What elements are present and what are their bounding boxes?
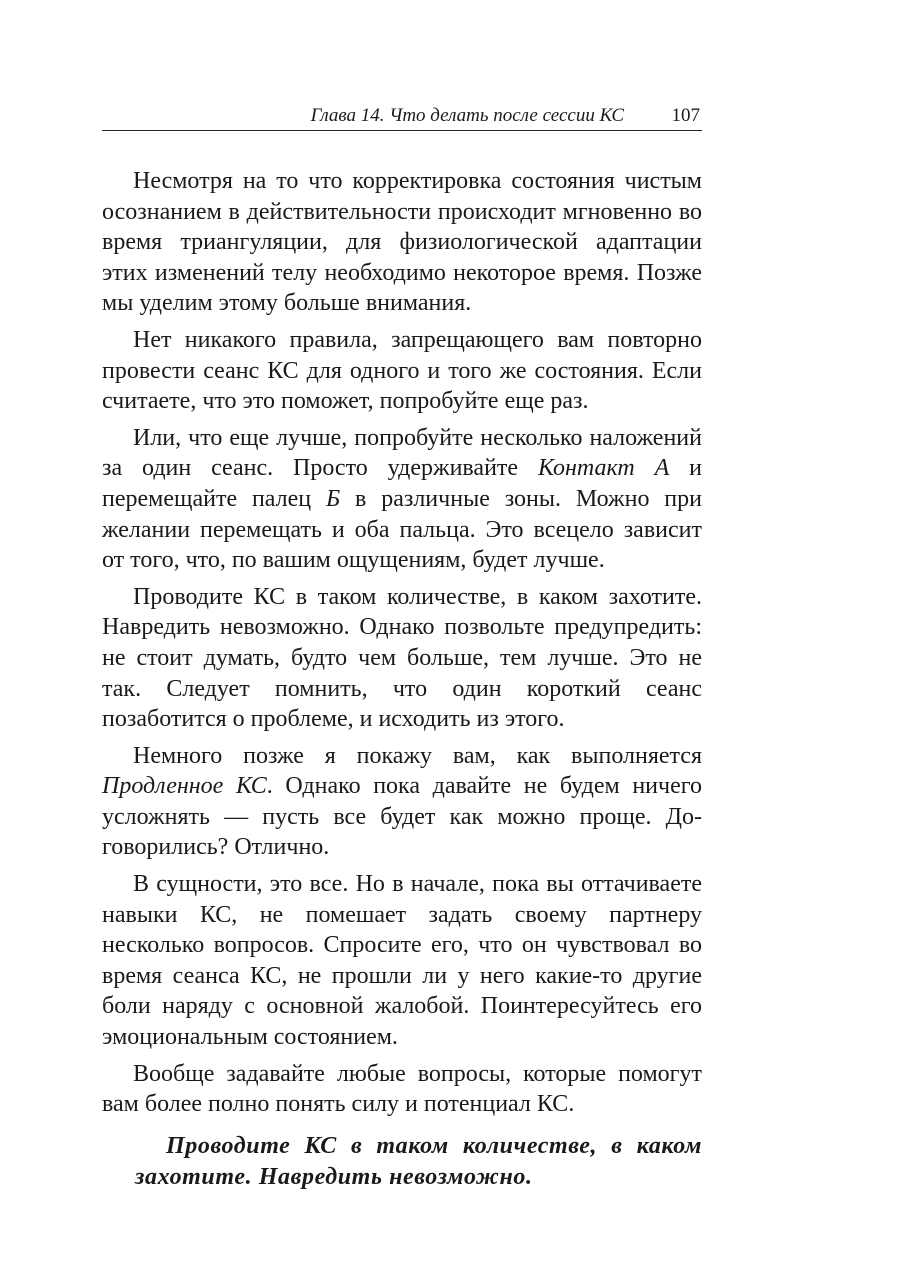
- paragraph: [102, 166, 702, 319]
- running-header-title: Глава 14. Что делать после сессии КС: [310, 105, 624, 126]
- paragraph: [102, 1059, 702, 1120]
- paragraph: [102, 741, 702, 863]
- paragraph-text: Несмотря на то что корректировка состояния чистым осознанием в действительности происходит мгновенно во время триангуляции, для физиологической адаптации этих изменений телу необходимо некоторое время. Позже мы уделим этому больше внимания.: [102, 168, 702, 317]
- paragraph-text: Нет никакого правила, запрещающего вам повторно провести сеанс КС для одного и того же состояния. Если считаете, что это поможет, попробуйте еще раз.: [102, 326, 702, 415]
- paragraph-text: В сущности, это все. Но в начале, пока вы оттачиваете навыки КС, не помешает задать своему партнеру несколько вопросов. Спросите его, что он чувствовал во время сеанса КС, не прошли ли у него какие-то другие боли наряду с основной жалобой. Поинтересуйтесь его эмоциональным состоянием.: [102, 871, 702, 1051]
- paragraph-text: Проводите КС в таком количестве, в каком захотите. Навредить невозможно. Однако позвольте предупредить: не стоит думать, будто чем больше, тем лучше. Это не так. Следует помнить, что один короткий сеанс позаботится о проблеме, и исходить из этого.: [102, 583, 702, 733]
- page-number: 107: [671, 105, 700, 126]
- pull-quote: Проводите КС в таком количестве, в каком захотите. Навредить невозможно.: [135, 1133, 702, 1190]
- paragraph-text: в различные зоны. Можно при желании перемещать и оба пальца. Это всецело зависит от того, что, по вашим ощущениям, будет лучше.: [102, 485, 702, 574]
- italic-term-contact-a: Контакт А: [537, 455, 670, 482]
- body-text: [102, 166, 702, 1126]
- italic-term-extended-ks: Продленное КС: [102, 773, 267, 800]
- paragraph-text: Или, что еще лучше, попробуйте несколько наложений за один сеанс. Просто удерживайте: [102, 424, 702, 482]
- paragraph-text: Немного позже я покажу вам, как выполняется: [133, 742, 702, 769]
- paragraph: [102, 325, 702, 417]
- paragraph-text: Вообще задавайте любые вопросы, которые помогут вам более полно понять силу и потенциал КС.: [102, 1060, 702, 1118]
- paragraph: [102, 582, 702, 735]
- paragraph: [102, 423, 702, 576]
- running-header: [102, 104, 702, 131]
- paragraph-text: и перемещайте палец: [102, 455, 702, 512]
- italic-term-b: Б: [326, 485, 341, 512]
- paragraph: [102, 869, 702, 1053]
- paragraph-text: . Однако пока давайте не будем ничего усложнять — пусть все будет как можно проще. Договорились? Отлично.: [102, 773, 702, 861]
